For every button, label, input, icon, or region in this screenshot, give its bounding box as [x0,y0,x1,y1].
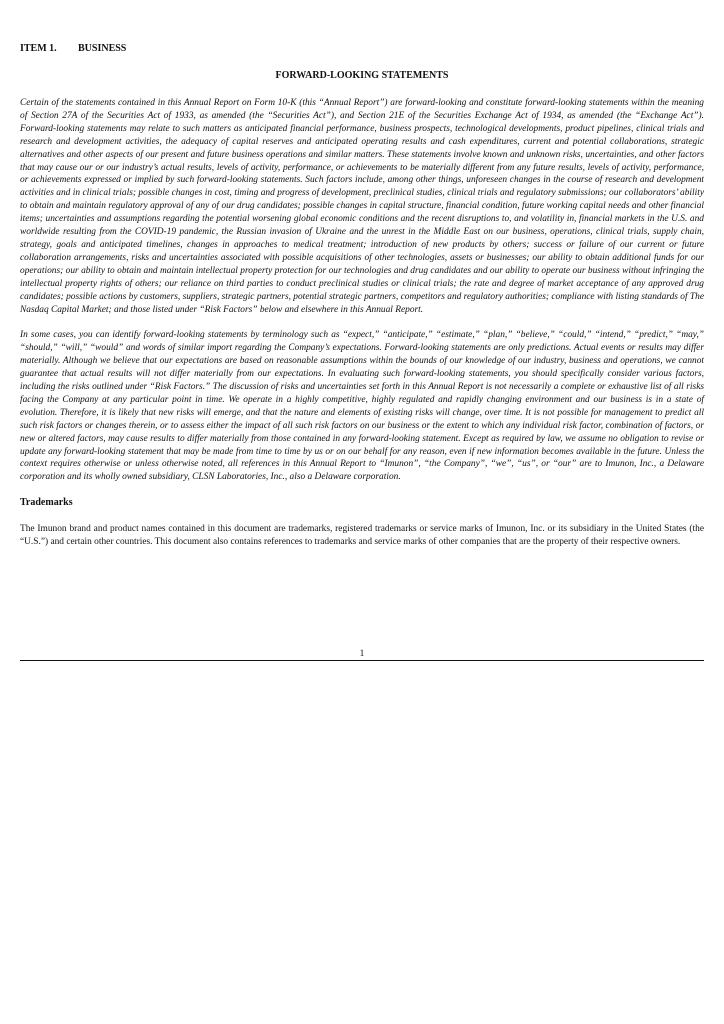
forward-looking-paragraph-2: In some cases, you can identify forward-looking statements by terminology such as “expect,” “anticipate,” “estimate,” “plan,” “believe,” “could,” “intend,” “predict,” “may,” “should,” “will,” “would” and words of similar import regarding the Company’s expectations. Forward-looking statements are only predictions. Actual events or results may differ materially. Although we believe that our expectations are based on reasonable assumptions within the bounds of our knowledge of our industry, business and operations, we cannot guarantee that actual results will not differ materially from our expectations. In evaluating such forward-looking statements, you should specifically consider various factors, including the risks outlined under “Risk Factors.” The discussion of risks and uncertainties set forth in this Annual Report is not necessarily a complete or exhaustive list of all risks facing the Company at any particular point in time. We operate in a highly competitive, highly regulated and rapidly changing environment and our business is in a state of evolution. Therefore, it is likely that new risks will emerge, and that the nature and elements of existing risks will change, over time. It is not possible for management to predict all such risk factors or changes therein, or to assess either the impact of all such risk factors on our business or the extent to which any individual risk factor, combination of factors, or new or altered factors, may cause results to differ materially from those contained in any forward-looking statement. Except as required by law, we assume no obligation to revise or update any forward-looking statement that may be made from time to time by us or on our behalf for any reason, even if new information becomes available in the future. Unless the context requires otherwise or unless otherwise noted, all references in this Annual Report to “Imunon”, “the Company”, “we”, “us”, or “our” are to Imunon, Inc., a Delaware corporation and its wholly owned subsidiary, CLSN Laboratories, Inc., also a Delaware corporation. [20,330,704,483]
section-title: FORWARD-LOOKING STATEMENTS [275,70,449,81]
page-divider [20,660,704,661]
item-title: BUSINESS [78,43,127,54]
trademarks-paragraph: The Imunon brand and product names contained in this document are trademarks, registered trademarks or service marks of Imunon, Inc. or its subsidiary in the United States (the “U.S.”) and certain other countries. This document also contains references to trademarks and service marks of other companies that are the property of their respective owners. [20,524,704,548]
page-number: 1 [359,649,365,659]
item-heading [20,42,704,56]
trademarks-heading: Trademarks [20,497,73,509]
forward-looking-paragraph-1: Certain of the statements contained in this Annual Report on Form 10-K (this “Annual Report”) are forward-looking and constitute forward-looking statements within the meaning of Section 27A of the Securities Act of 1933, as amended (the “Securities Act”), and Section 21E of the Securities Exchange Act of 1934, as amended (the “Exchange Act”). Forward-looking statements may relate to such matters as anticipated financial performance, business prospects, technological developments, product pipelines, clinical trials and research and development activities, the adequacy of capital reserves and anticipated operating results and cash expenditures, current and potential collaborations, strategic alternatives and other aspects of our present and future business operations and similar matters. These statements involve known and unknown risks, uncertainties, and other factors that may cause our or our industry’s actual results, levels of activity, performance, or achievements to be materially different from any future results, levels of activity, performance, or achievements expressed or implied by such forward-looking statements. Such factors include, among other things, unforeseen changes in the course of research and development activities and in clinical trials; possible changes in cost, timing and progress of development, preclinical studies, clinical trials and regulatory submissions; our collaborators’ ability to obtain and maintain regulatory approval of any of our drug candidates; possible changes in capital structure, financial condition, future working capital needs and other financial items; uncertainties and assumptions regarding the potential worsening global economic conditions and the recent disruptions to, and volatility in, financial markets in the U.S. and worldwide resulting from the COVID-19 pandemic, the Russian invasion of Ukraine and the unrest in the Middle East on our business, operations, clinical trials, supply chain, strategy, goals and anticipated timelines, changes in approaches to medical treatment; introduction of new products by others; success or failure of our current or future collaboration arrangements, risks and uncertainties associated with possible acquisitions of other technologies, assets or businesses; our ability to obtain additional funds for our operations; our ability to obtain and maintain intellectual property protection for our technologies and drug candidates and our ability to operate our business without infringing the intellectual property rights of others; our reliance on third parties to conduct preclinical studies or clinical trials; the rate and degree of market acceptance of any approved drug candidates; possible actions by customers, suppliers, strategic partners, potential strategic partners, competitors and regulatory authorities; compliance with listing standards of The Nasdaq Capital Market; and those listed under “Risk Factors” below and elsewhere in this Annual Report. [20,98,704,315]
document-page [20,42,704,549]
item-number: ITEM 1. [20,43,57,54]
